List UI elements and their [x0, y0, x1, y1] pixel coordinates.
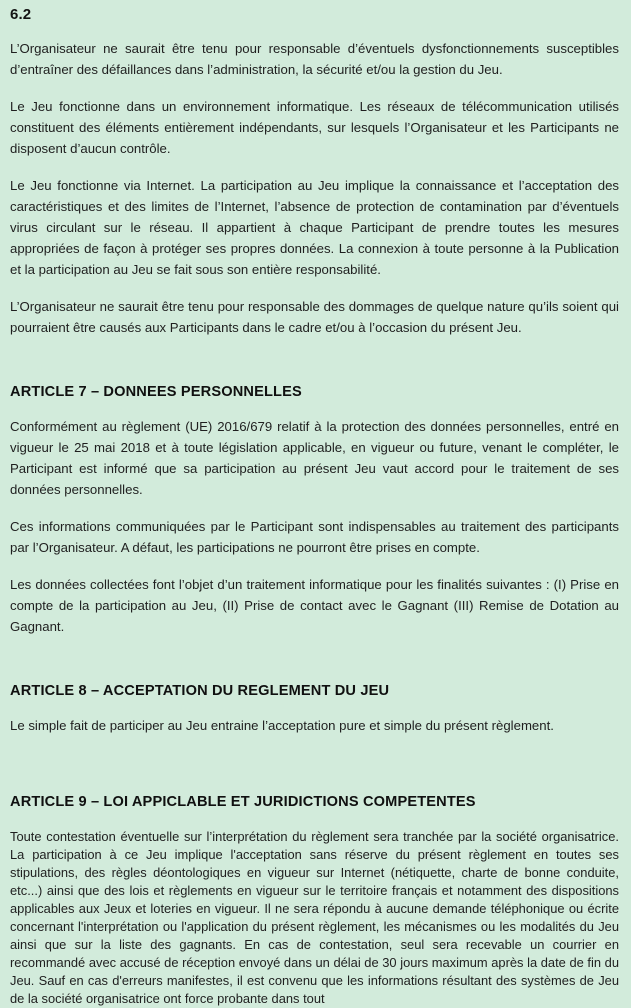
paragraph-6-2-internet: Le Jeu fonctionne via Internet. La participation au Jeu implique la connaissance et l’acceptation des caractéristiques et des limites de l’Internet, l’absence de protection de contamination par d’éventuels virus circulant sur le réseau. Il appartient à chaque Participant de prendre toutes les mesures appropriées de façon à protéger ses propres données. La connexion à toute personne à la Publication et la participation au Jeu se fait sous son entière responsabilité.	[10, 178, 619, 277]
paragraph-article-7-purposes: Les données collectées font l’objet d’un traitement informatique pour les finalités suivantes : (I) Prise en compte de la participation au Jeu, (II) Prise de contact avec le Gagnant (III) Remise de Dotation au Gagnant.	[10, 577, 619, 634]
spacer	[10, 338, 619, 382]
spacer	[10, 812, 619, 828]
spacer	[10, 637, 619, 681]
spacer	[10, 701, 619, 715]
section-number-6-2: 6.2	[10, 6, 32, 23]
spacer	[10, 780, 619, 792]
heading-article-7: ARTICLE 7 – DONNEES PERSONNELLES	[10, 384, 302, 400]
spacer	[10, 558, 619, 574]
spacer	[10, 159, 619, 175]
spacer	[10, 402, 619, 416]
paragraph-6-2-damages: L’Organisateur ne saurait être tenu pour responsable des dommages de quelque nature qu’ils soient qui pourraient être causés aux Participants dans le cadre et/ou à l’occasion du présent Jeu.	[10, 299, 619, 335]
spacer	[10, 736, 619, 780]
spacer	[10, 500, 619, 516]
paragraph-6-2-network: Le Jeu fonctionne dans un environnement informatique. Les réseaux de télécommunication utilisés constituent des éléments entièrement indépendants, sur lesquels l’Organisateur et les Participants ne disposent d’aucun contrôle.	[10, 99, 619, 156]
document-page	[0, 6, 631, 1006]
spacer	[10, 280, 619, 296]
paragraph-article-7-gdpr: Conformément au règlement (UE) 2016/679 relatif à la protection des données personnelles, entré en vigueur le 25 mai 2018 et à toute législation applicable, en vigueur ou future, venant le compléter, le Participant est informé que sa participation au présent Jeu vaut accord pour le traitement de ses données personnelles.	[10, 419, 619, 497]
paragraph-6-2-liability: L’Organisateur ne saurait être tenu pour responsable d’éventuels dysfonctionnements susceptibles d’entraîner des défaillances dans l’administration, la sécurité et/ou la gestion du Jeu.	[10, 41, 619, 77]
heading-article-8: ARTICLE 8 – ACCEPTATION DU REGLEMENT DU JEU	[10, 683, 390, 699]
paragraph-article-9-jurisdiction: Toute contestation éventuelle sur l’interprétation du règlement sera tranchée par la société organisatrice. La participation à ce Jeu implique l'acceptation sans réserve du présent règlement en toutes ses stipulations, des règles déontologiques en vigueur sur Internet (nétiquette, charte de bonne conduite, etc...) ainsi que des lois et règlements en vigueur sur le territoire français et notamment des dispositions applicables aux Jeux et loteries en vigueur. Il ne sera répondu à aucune demande téléphonique ou écrite concernant l'interprétation ou l'application du présent règlement, les mécanismes ou les modalités du Jeu ainsi que sur la liste des gagnants. En cas de contestation, seul sera recevable un courrier en recommandé avec accusé de réception envoyé dans un délai de 30 jours maximum après la date de fin du Jeu. Sauf en cas d'erreurs manifestes, il est convenu que les informations résultant des systèmes de Jeu de la société organisatrice ont force probante dans tout	[10, 829, 619, 1006]
spacer	[10, 80, 619, 96]
paragraph-article-8-acceptance: Le simple fait de participer au Jeu entraine l’acceptation pure et simple du présent règlement.	[10, 718, 554, 733]
heading-article-9: ARTICLE 9 – LOI APPICLABLE ET JURIDICTIONS COMPETENTES	[10, 794, 476, 810]
spacer	[10, 24, 619, 38]
paragraph-article-7-required-info: Ces informations communiquées par le Participant sont indispensables au traitement des participants par l’Organisateur. A défaut, les participations ne pourront être prises en compte.	[10, 519, 619, 555]
